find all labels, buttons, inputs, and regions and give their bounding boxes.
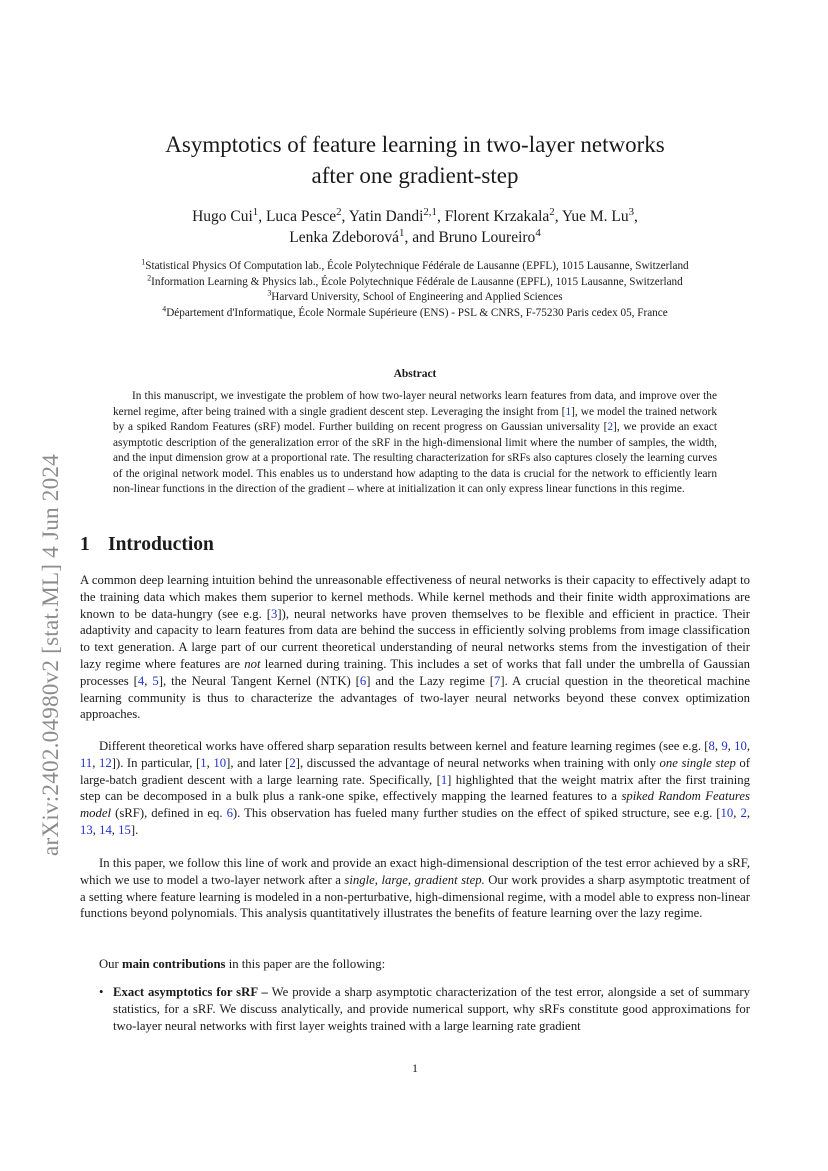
citation-link[interactable]: 4: [137, 673, 145, 688]
contribution-bullet: [80, 984, 750, 1034]
text-fragment: in this paper are the following:: [225, 957, 386, 971]
text-fragment: ].: [130, 822, 139, 837]
emphasis-text: spiked Random Features model: [80, 789, 750, 821]
abstract-fragment: ], we model the trained network by a spiked Random Features (sRF) model. Further building on recent progress on Gaussian universality [: [113, 405, 717, 433]
author-name: Florent Krzakala: [444, 208, 550, 225]
citation-link[interactable]: 14: [99, 822, 112, 837]
citation-link[interactable]: 13: [80, 822, 93, 837]
citation-link[interactable]: 10: [213, 755, 227, 770]
author-separator: , and: [404, 229, 439, 246]
emphasis-text: one single step: [659, 755, 736, 770]
arxiv-identifier: arXiv:2402.04980v2 [stat.ML] 4 Jun 2024: [38, 454, 64, 856]
author-affiliation-mark: 1: [399, 226, 405, 239]
paper-title: [80, 129, 750, 191]
contributions-intro: [80, 956, 750, 973]
affiliation-text: Information Learning & Physics lab., École Polytechnique Fédérale de Lausanne (EPFL), 1015 Lausanne, Switzerland: [151, 275, 683, 288]
abstract-heading: Abstract: [393, 368, 437, 380]
emphasis-text: not: [244, 656, 261, 671]
intro-paragraph-2: Different theoretical works have offered sharp separation results between kernel and feature learning regimes (see e.g. [8, 9, 10, 11, 12]). In particular, [1, 10], and later [2], discussed the advantage of neural networks when training with only one single step of large-batch gradient descent with a large learning rate. Specifically, [1] highlighted that the weight matrix after the first training step can be decomposed in a bulk plus a rank-one spike, effectively mapping the learned features to a spiked Random Features model (sRF), defined in eq. 6). This observation has fueled many further studies on the effect of spiked structure, see e.g. [10, 2, 13, 14, 15].: [80, 739, 751, 837]
text-fragment: Our work provides a sharp asymptotic treatment of a setting where feature learning is modeled in a non-perturbative, high-dimensional regime, with a model able to express non-linear functions beyond polynomials. This analysis quantitatively illustrates the benefits of feature learning over the lazy regime.: [80, 872, 751, 921]
title-line-2: after one gradient-step: [311, 163, 519, 188]
author-separator: ,: [554, 208, 562, 225]
author-affiliation-mark: 1: [252, 205, 259, 218]
citation-link[interactable]: 1: [200, 755, 207, 770]
author-affiliation-mark: 2: [549, 205, 555, 218]
citation-link[interactable]: 2: [740, 806, 747, 821]
text-fragment: ]. A crucial question in the theoretical machine learning community is thus to characterize the advantages of two-layer neural networks beyond these convex optimization approaches.: [80, 673, 750, 722]
text-fragment: Our: [99, 957, 122, 971]
author-separator: ,: [634, 208, 638, 225]
section-title: Introduction: [108, 534, 214, 555]
affiliation-text: Statistical Physics Of Computation lab., École Polytechnique Fédérale de Lausanne (EPFL), 1015 Lausanne, Switzerland: [145, 260, 689, 272]
emphasis-text: single, large, gradient step.: [344, 872, 485, 887]
bold-text: main contributions: [121, 957, 226, 971]
author-affiliation-mark: 2,1: [423, 205, 437, 218]
text-fragment: of large-batch gradient descent with a large learning rate. Specifically, [: [80, 755, 751, 787]
text-fragment: Different theoretical works have offered sharp separation results between kernel and feature learning regimes (see e.g. [: [99, 739, 709, 753]
arxiv-stamp: [0, 0, 64, 1171]
author-line-1: [80, 206, 750, 227]
text-fragment: ], the Neural Tangent Kernel (NTK) [: [158, 673, 360, 688]
author-name: Hugo Cui: [192, 208, 253, 225]
citation-link[interactable]: 1: [440, 772, 448, 787]
citation-link[interactable]: 10: [734, 739, 747, 753]
affiliation-item: [80, 259, 750, 275]
text-fragment: ] and the Lazy regime [: [366, 673, 495, 688]
citation-link[interactable]: 5: [152, 673, 159, 688]
affiliation-number: 4: [162, 303, 167, 313]
bullet-text: [113, 984, 750, 1034]
text-fragment: ]). In particular, [: [111, 755, 201, 770]
author-name: Bruno Loureiro: [438, 229, 536, 246]
citation-link[interactable]: 6: [226, 806, 233, 821]
abstract-text: [113, 389, 717, 498]
text-fragment: ] highlighted that the weight matrix after the first training step can be decomposed in a bulk plus a rank-one spike, effectively mapping the learned features to a: [80, 772, 750, 804]
section-heading: [80, 534, 214, 556]
text-fragment: ], discussed the advantage of neural networks when training with only: [295, 755, 660, 770]
citation-link[interactable]: 8: [708, 739, 715, 753]
affiliation-text: Harvard University, School of Engineering and Applied Sciences: [271, 291, 563, 303]
affiliation-number: 3: [267, 288, 272, 298]
citation-link[interactable]: 10: [720, 806, 734, 821]
author-name: Luca Pesce: [265, 208, 337, 225]
page-number: 1: [412, 1061, 418, 1075]
text-fragment: ], and later [: [226, 755, 290, 770]
author-name: Yatin Dandi: [348, 208, 424, 225]
affiliation-item: [80, 290, 750, 306]
affiliation-item: [80, 272, 750, 291]
section-number: 1: [80, 534, 90, 555]
text-fragment: (sRF), defined in eq.: [111, 806, 227, 821]
title-line-1: Asymptotics of feature learning in two-layer networks: [165, 132, 665, 157]
affiliation-item: [80, 303, 750, 322]
author-separator: ,: [258, 208, 266, 225]
author-name: Lenka Zdeborová: [289, 229, 400, 246]
author-line-2: [80, 227, 750, 248]
text-fragment: ]), neural networks have proven themselves to be flexible and efficient in practice. Their adaptivity and capacity to learn features from data are behind the success in efficiently solving problems from image classification to text generation. A large part of our current theoretical understanding of neural networks stems from the investigation of their lazy regime where features are: [80, 606, 751, 671]
affiliation-number: 1: [141, 257, 146, 267]
citation-link[interactable]: 15: [118, 822, 131, 837]
bold-text: Exact asymptotics for sRF –: [113, 985, 268, 999]
abstract-fragment: In this manuscript, we investigate the problem of how two-layer neural networks learn features from data, and improve over the kernel regime, after being trained with a single gradient descent step. Leveraging the insight from [: [113, 390, 717, 418]
text-fragment: A common deep learning intuition behind the unreasonable effectiveness of neural networks is their capacity to effectively adapt to the training data which makes them superior to kernel methods. While kernel methods and their finite width approximations are known to be data-hungry (see e.g. [: [80, 573, 750, 621]
intro-paragraph-1: A common deep learning intuition behind the unreasonable effectiveness of neural networks is their capacity to effectively adapt to the training data which makes them superior to kernel methods. While kernel methods and their finite width approximations are known to be data-hungry (see e.g. [3]), neural networks have proven themselves to be flexible and efficient in practice. Their adaptivity and capacity to learn features from data are behind the success in efficiently solving problems from image classification to text generation. A large part of our current theoretical understanding of neural networks stems from the investigation of their lazy regime where features are not learned during training. This includes a set of works that fall under the umbrella of Gaussian processes [4, 5], the Neural Tangent Kernel (NTK) [6] and the Lazy regime [7]. A crucial question in the theoretical machine learning community is thus to characterize the advantages of two-layer neural networks beyond these convex optimization approaches.: [80, 573, 751, 722]
author-separator: ,: [436, 208, 445, 225]
author-list: [80, 206, 750, 248]
citation-link[interactable]: 6: [359, 673, 367, 688]
intro-paragraph-3: [80, 855, 750, 922]
citation-link[interactable]: 7: [494, 673, 501, 688]
citation-link[interactable]: 2: [607, 421, 614, 433]
citation-link[interactable]: 1: [565, 405, 572, 418]
affiliation-text: Département d'Informatique, École Normale Supérieure (ENS) - PSL & CNRS, F-75230 Paris cedex 05, France: [166, 306, 668, 319]
citation-link[interactable]: 3: [271, 606, 278, 621]
text-fragment: In this paper, we follow this line of work and provide an exact high-dimensional description of the test error achieved by a sRF, which we use to model a two-layer network after a: [80, 856, 750, 887]
affiliation-list: [80, 259, 750, 321]
author-affiliation-mark: 3: [628, 205, 635, 218]
citation-link[interactable]: 9: [721, 739, 728, 753]
text-fragment: ). This observation has fueled many further studies on the effect of spiked structure, see e.g. [: [232, 806, 721, 821]
text-fragment: learned during training. This includes a set of works that fall under the umbrella of Gaussian processes [: [80, 656, 750, 688]
text-fragment: We provide a sharp asymptotic characterization of the test error, alongside a set of summary statistics, for a sRF. We discuss analytically, and provide numerical support, why sRFs constitute good approximations for two-layer neural networks with first layer weights trained with a large learning rate gradient: [113, 985, 751, 1033]
citation-link[interactable]: 12: [99, 755, 112, 770]
citation-link[interactable]: 2: [289, 755, 296, 770]
author-affiliation-mark: 2: [336, 205, 342, 218]
abstract-fragment: ], we provide an exact asymptotic description of the generalization error of the sRF in the high-dimensional limit where the number of samples, the width, and the input dimension grow at a proportional rate. The resulting characterization for sRFs also captures closely the learning curves of the original network model. This enables us to understand how adapting to the data is crucial for the network to efficiently learn non-linear functions in the direction of the gradient – where at initialization it can only express linear functions in this regime.: [113, 421, 717, 495]
citation-link[interactable]: 11: [80, 755, 93, 770]
author-name: Yue M. Lu: [561, 208, 629, 225]
author-separator: ,: [341, 208, 349, 225]
affiliation-number: 2: [147, 272, 152, 282]
author-affiliation-mark: 4: [535, 226, 541, 239]
bullet-icon: •: [99, 985, 104, 999]
